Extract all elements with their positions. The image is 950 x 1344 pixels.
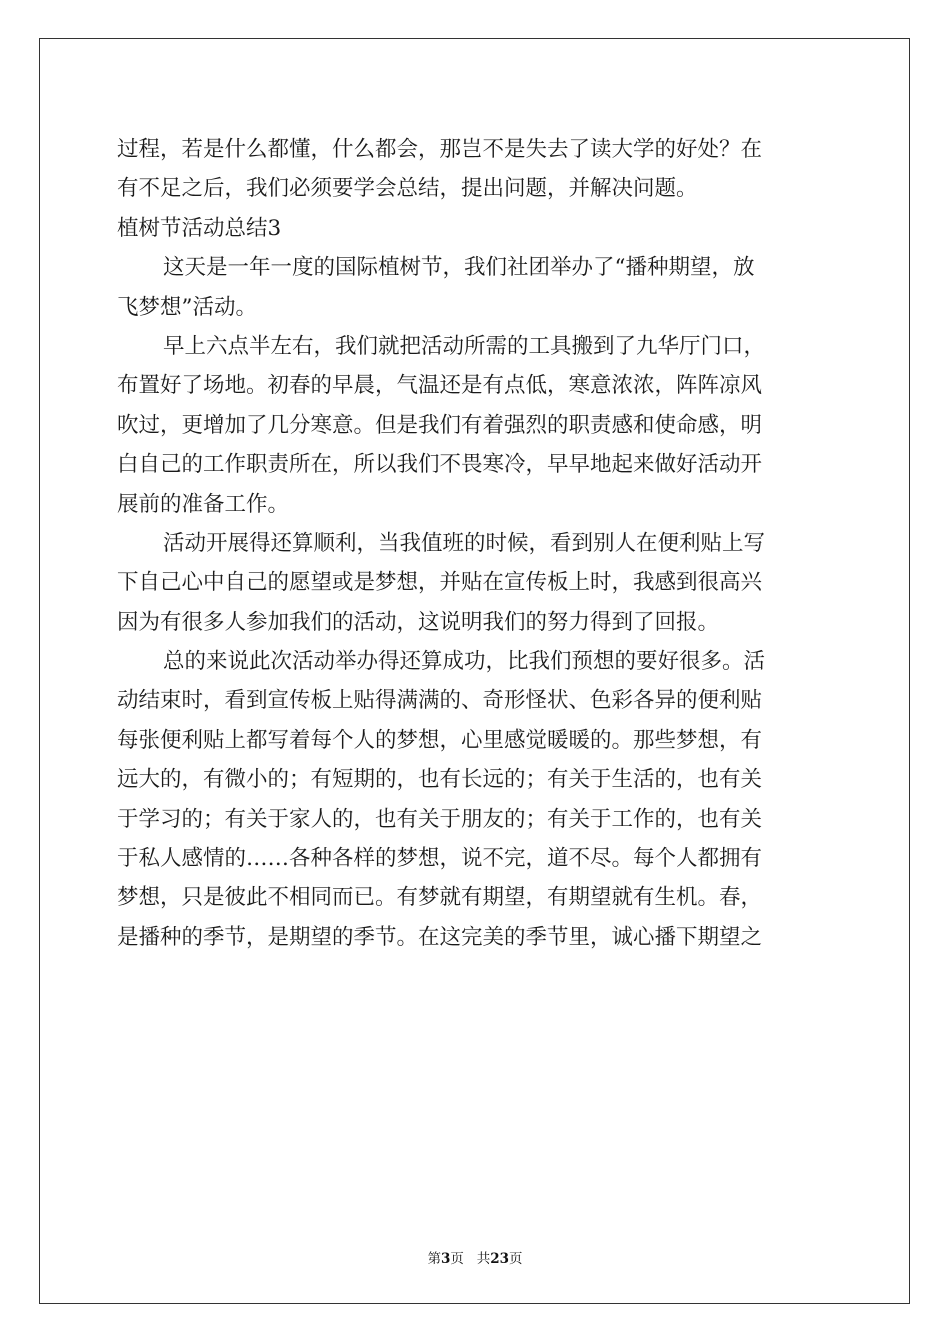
total-suffix: 页 [509, 1251, 523, 1267]
page-number: 3 [440, 1251, 451, 1267]
text-line: 植树节活动总结3 [117, 215, 282, 241]
text-line: 吹过，更增加了几分寒意。但是我们有着强烈的职责感和使命感，明 [117, 412, 763, 438]
text-line: 下自己心中自己的愿望或是梦想，并贴在宣传板上时，我感到很高兴 [117, 570, 763, 596]
text-line: 于学习的；有关于家人的，也有关于朋友的；有关于工作的，也有关 [117, 806, 763, 832]
text-line: 展前的准备工作。 [117, 491, 290, 517]
text-line: 因为有很多人参加我们的活动，这说明我们的努力得到了回报。 [117, 609, 720, 635]
text-line: 是播种的季节，是期望的季节。在这完美的季节里，诚心播下期望之 [117, 924, 763, 950]
paragraph [117, 327, 837, 524]
text-line: 动结束时，看到宣传板上贴得满满的、奇形怪状、色彩各异的便利贴 [117, 688, 763, 714]
text-line: 梦想，只是彼此不相同而已。有梦就有期望，有期望就有生机。春， [117, 885, 763, 911]
paragraph [117, 642, 837, 957]
text-line: 于私人感情的……各种各样的梦想，说不完，道不尽。每个人都拥有 [117, 846, 763, 872]
text-line: 有不足之后，我们必须要学会总结，提出问题，并解决问题。 [117, 176, 698, 202]
section-heading [117, 209, 837, 248]
text-line: 白自己的工作职责所在，所以我们不畏寒冷，早早地起来做好活动开 [117, 452, 763, 478]
total-pages: 23 [490, 1251, 510, 1267]
document-body [117, 130, 837, 957]
text-line: 远大的，有微小的；有短期的，也有长远的；有关于生活的，也有关 [117, 767, 763, 793]
paragraph [117, 248, 837, 327]
text-line: 过程，若是什么都懂，什么都会，那岂不是失去了读大学的好处？在 [117, 137, 763, 162]
text-line: 每张便利贴上都写着每个人的梦想，心里感觉暖暖的。那些梦想，有 [117, 727, 763, 753]
text-line: 总的来说此次活动举办得还算成功，比我们预想的要好很多。活 [163, 649, 766, 675]
page-footer [0, 1247, 950, 1267]
paragraph [117, 524, 837, 642]
text-line: 飞梦想”活动。 [117, 294, 257, 320]
text-line: 布置好了场地。初春的早晨，气温还是有点低，寒意浓浓，阵阵凉风 [117, 373, 763, 399]
total-prefix: 共 [476, 1251, 491, 1267]
text-line: 活动开展得还算顺利，当我值班的时候，看到别人在便利贴上写 [163, 530, 766, 556]
text-line: 早上六点半左右，我们就把活动所需的工具搬到了九华厅门口， [163, 333, 766, 359]
text-line: 这天是一年一度的国际植树节，我们社团举办了“播种期望，放 [163, 255, 755, 281]
page-prefix: 第 [427, 1251, 441, 1267]
paragraph [117, 130, 837, 209]
page-suffix: 页 [450, 1251, 464, 1267]
